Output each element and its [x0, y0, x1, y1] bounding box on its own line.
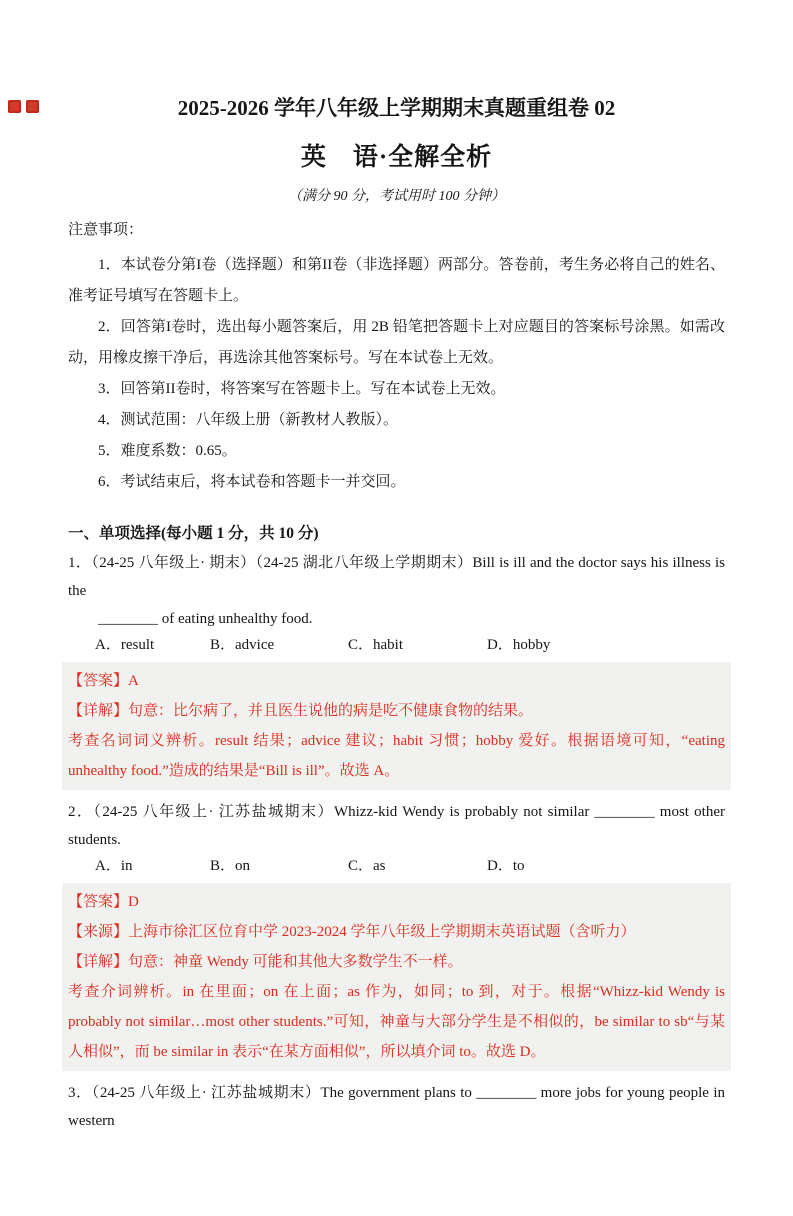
exam-title: 2025-2026 学年八年级上学期期末真题重组卷 02 [177, 96, 616, 120]
explanation-line: 【详解】句意：神童 Wendy 可能和其他大多数学生不一样。 [68, 954, 463, 970]
notice-item-6: 6．考试结束后，将本试卷和答题卡一并交回。 [98, 474, 406, 490]
corner-stamps [8, 100, 39, 113]
option-b: B．on [210, 858, 251, 874]
explanation-line: 考查介词辨析。in 在里面；on 在上面；as 作为，如同；to 到，对于。根据“Whizz-kid Wendy is probably not similar…most other students.”可知，神童与大部分学生是不相似的，be similar to sb“与某人相似”，而 be similar in 表示“在某方面相似”，所以填介词 to。故选 D。 [68, 984, 725, 1060]
question-2-answer-block [62, 883, 731, 1071]
option-c: C．habit [348, 637, 403, 653]
option-d: D．hobby [487, 637, 551, 653]
red-stamp-icon [26, 100, 39, 113]
notice-item-3: 3．回答第II卷时，将答案写在答题卡上。写在本试卷上无效。 [98, 381, 506, 397]
question-1 [68, 549, 725, 790]
question-1-options-row [68, 635, 725, 656]
notice-list [68, 250, 725, 498]
exam-info-line: （满分 90 分，考试用时 100 分钟） [288, 189, 505, 204]
question-3-stem-line-1: 3．（24-25 八年级上· 江苏盐城期末）The government plans to ________ more jobs for young people in western [68, 1085, 725, 1129]
exam-document-page [0, 94, 793, 1135]
option-c: C．as [348, 858, 386, 874]
notice-item-1: 1．本试卷分第I卷（选择题）和第II卷（非选择题）两部分。答卷前，考生务必将自己的姓名、准考证号填写在答题卡上。 [68, 257, 725, 304]
notice-item-4: 4．测试范围：八年级上册（新教材人教版）。 [98, 412, 399, 428]
explanation-line: 考查名词词义辨析。result 结果；advice 建议；habit 习惯；hobby 爱好。根据语境可知，“eating unhealthy food.”造成的结果是“Bill is ill”。故选 A。 [68, 733, 725, 779]
question-1-stem-line-2: ________ of eating unhealthy food. [98, 611, 313, 627]
question-1-stem-line-1: 1．（24-25 八年级上· 期末）（24-25 湖北八年级上学期期末）Bill is ill and the doctor says his illness is the [68, 555, 725, 599]
question-3 [68, 1079, 725, 1135]
question-2-options-row [68, 856, 725, 877]
notice-item-5: 5．难度系数：0.65。 [98, 443, 237, 459]
question-2-stem-line-1: 2．（24-25 八年级上· 江苏盐城期末）Whizz-kid Wendy is probably not similar ________ most other students. [68, 804, 725, 848]
answer-line: 【答案】A [68, 673, 139, 689]
question-2 [68, 798, 725, 1071]
source-line: 【来源】上海市徐汇区位育中学 2023-2024 学年八年级上学期期末英语试题（含听力） [68, 924, 636, 940]
answer-line: 【答案】D [68, 894, 139, 910]
section-heading: 一、单项选择(每小题 1 分，共 10 分) [68, 525, 319, 542]
exam-subject-title: 英 语·全解全析 [300, 144, 493, 171]
option-a: A．result [95, 637, 155, 653]
notice-heading: 注意事项： [68, 222, 144, 238]
explanation-line: 【详解】句意：比尔病了，并且医生说他的病是吃不健康食物的结果。 [68, 703, 534, 719]
question-1-answer-block [62, 662, 731, 790]
notice-item-2: 2．回答第I卷时，选出每小题答案后，用 2B 铅笔把答题卡上对应题目的答案标号涂黑。如需改动，用橡皮擦干净后，再选涂其他答案标号。写在本试卷上无效。 [68, 319, 725, 366]
option-d: D．to [487, 858, 525, 874]
red-stamp-icon [8, 100, 21, 113]
option-a: A．in [95, 858, 133, 874]
option-b: B．advice [210, 637, 275, 653]
